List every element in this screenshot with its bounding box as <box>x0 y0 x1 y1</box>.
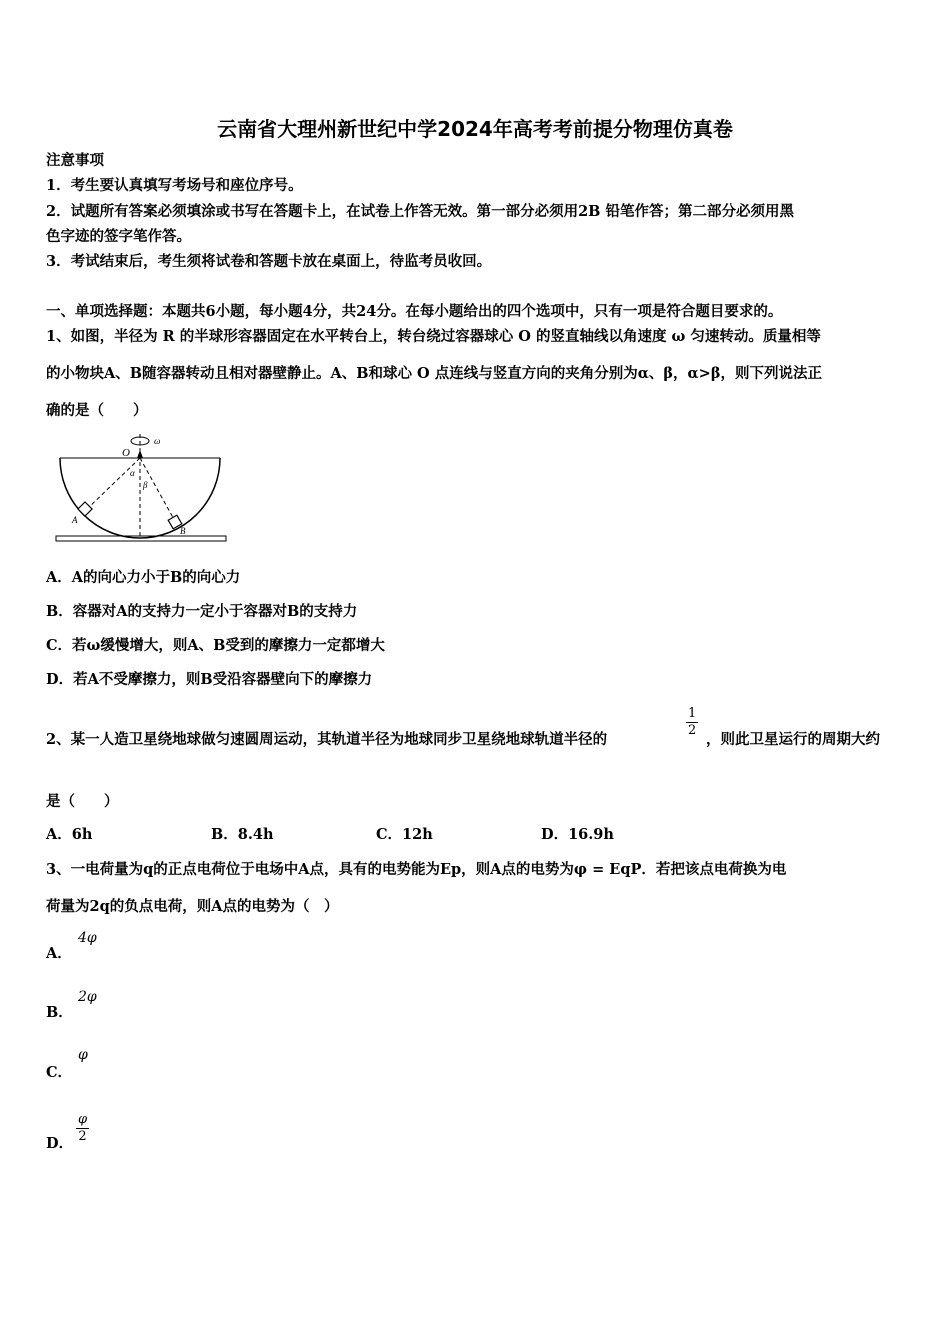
notice-item: 3．考试结束后，考生须将试卷和答题卡放在桌面上，待监考员收回。 <box>46 253 492 270</box>
q1-option-a: A．A的向心力小于B的向心力 <box>46 569 241 586</box>
q1-stem-line: 确的是（ ） <box>46 402 148 419</box>
q1-option-b: B．容器对A的支持力一定小于容器对B的支持力 <box>46 603 358 620</box>
notice-item: 2．试题所有答案必须填涂或书写在答题卡上，在试卷上作答无效。第一部分必须用2B 铅笔作答；第二部分必须用黑 <box>46 203 794 220</box>
label-beta: β <box>143 480 148 490</box>
q3-option-a-label: A． <box>46 945 72 962</box>
q2-stem-pre: 2、某一人造卫星绕地球做匀速圆周运动，其轨道半径为地球同步卫星绕地球轨道半径的 <box>46 731 608 748</box>
q2-stem-post: ，则此卫星运行的周期大约 <box>706 731 880 748</box>
page-title: 云南省大理州新世纪中学2024年高考考前提分物理仿真卷 <box>217 117 733 141</box>
fraction-numerator: φ <box>78 1112 88 1127</box>
q2-option-b: B．8.4h <box>211 826 274 843</box>
block-a <box>78 502 92 516</box>
label-alpha: α <box>130 468 135 478</box>
label-a: A <box>72 515 78 525</box>
q3-option-b-value: 2φ <box>78 989 97 1005</box>
radius-to-b <box>140 458 176 523</box>
q2-fraction <box>686 706 698 739</box>
q3-option-c-label: C． <box>46 1064 73 1081</box>
center-marker <box>137 450 143 458</box>
q2-option-c: C．12h <box>376 826 433 843</box>
q2-option-d: D．16.9h <box>541 826 614 843</box>
notice-heading: 注意事项 <box>46 152 104 169</box>
q2-option-a: A．6h <box>46 826 93 843</box>
q1-stem-line: 1、如图，半径为 R 的半球形容器固定在水平转台上，转台绕过容器球心 O 的竖直轴线以角速度 ω 匀速转动。质量相等 <box>46 328 821 345</box>
q1-stem-line: 的小物块A、B随容器转动且相对器壁静止。A、B和球心 O 点连线与竖直方向的夹角分别为α、β，α>β，则下列说法正 <box>46 365 822 382</box>
q3-option-b-label: B． <box>46 1004 73 1021</box>
radius-to-a <box>86 458 140 510</box>
fraction-numerator: 1 <box>688 706 697 721</box>
q3-option-d-label: D． <box>46 1135 74 1152</box>
q3-option-a-value: 4φ <box>78 930 97 946</box>
q1-option-d: D．若A不受摩擦力，则B受沿容器壁向下的摩擦力 <box>46 671 373 688</box>
q3-stem-line: 荷量为2q的负点电荷，则A点的电势为（ ） <box>46 898 339 915</box>
q3-option-d-fraction <box>76 1112 89 1145</box>
label-omega: ω <box>154 436 161 446</box>
section-heading: 一、单项选择题：本题共6小题，每小题4分，共24分。在每小题给出的四个选项中，只有一项是符合题目要求的。 <box>46 303 783 320</box>
q2-stem-line: 是（ ） <box>46 793 119 810</box>
fraction-denominator: 2 <box>78 1129 87 1144</box>
hemisphere-figure <box>54 428 229 548</box>
q3-option-c-value: φ <box>78 1047 88 1063</box>
notice-item: 1．考生要认真填写考场号和座位序号。 <box>46 177 303 194</box>
q1-option-c: C．若ω缓慢增大，则A、B受到的摩擦力一定都增大 <box>46 637 385 654</box>
label-o: O <box>122 447 130 459</box>
label-b: B <box>180 526 186 536</box>
notice-item: 色字迹的签字笔作答。 <box>46 228 191 245</box>
q3-stem-line: 3、一电荷量为q的正点电荷位于电场中A点，具有的电势能为Ep，则A点的电势为φ = EqP．若把该点电荷换为电 <box>46 861 787 878</box>
fraction-denominator: 2 <box>688 723 697 738</box>
